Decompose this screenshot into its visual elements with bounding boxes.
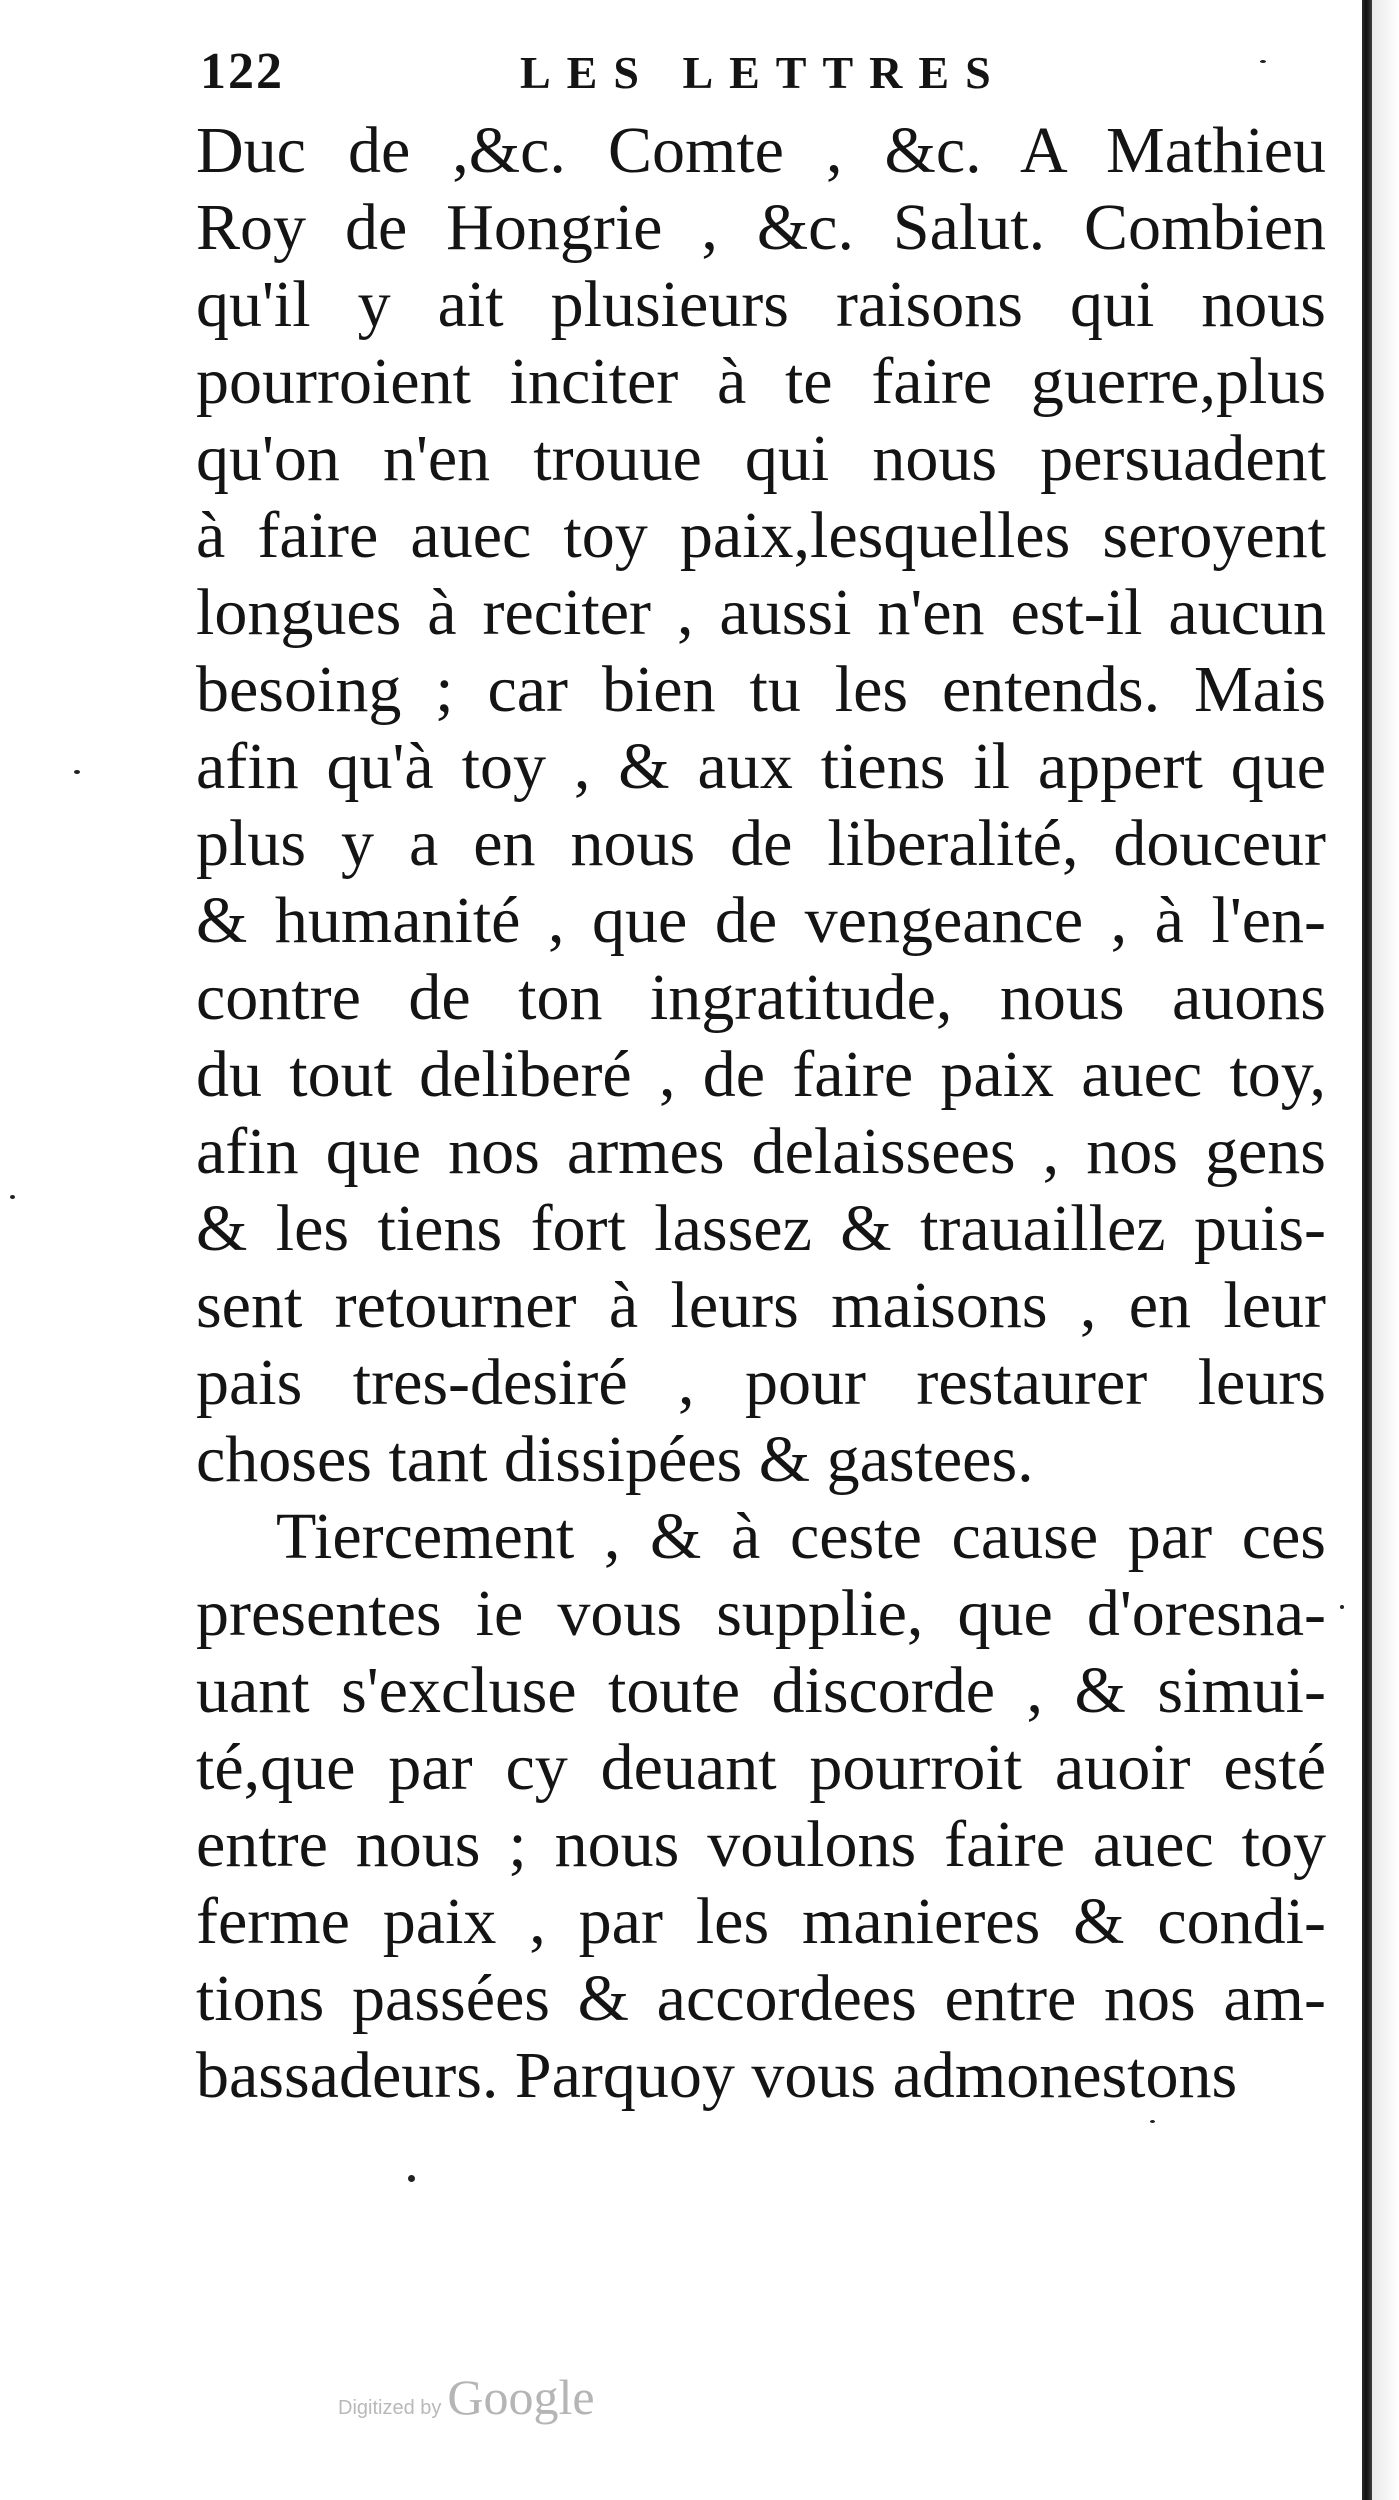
text-line: afin qu'à toy , & aux tiens il appert que bbox=[196, 730, 1326, 803]
text-line: besoing ; car bien tu les entends. Mais bbox=[196, 653, 1326, 726]
running-head bbox=[200, 42, 1200, 122]
text-line: qu'il y ait plusieurs raisons qui nous bbox=[196, 268, 1326, 341]
text-line: plus y a en nous de liberalité, douceur bbox=[196, 807, 1326, 880]
scan-speck bbox=[408, 2175, 415, 2182]
digitized-by-label: Digitized by bbox=[338, 2397, 442, 2419]
text-line: longues à reciter , aussi n'en est-il aucun bbox=[196, 576, 1326, 649]
paragraph-start-line: Tiercement , & à ceste cause par ces bbox=[276, 1500, 1326, 1573]
text-line: qu'on n'en trouue qui nous persuadent bbox=[196, 422, 1326, 495]
scan-speck bbox=[10, 1195, 15, 1199]
text-line: té,que par cy deuant pourroit auoir esté bbox=[196, 1731, 1326, 1804]
scan-speck bbox=[1340, 1605, 1344, 1609]
digitized-watermark bbox=[338, 2368, 595, 2438]
page-number: 122 bbox=[200, 43, 284, 100]
google-logo: Google bbox=[447, 2369, 595, 2425]
binding-shadow bbox=[1372, 0, 1399, 2500]
text-line: bassadeurs. Parquoy vous admonestons bbox=[196, 2039, 1238, 2112]
scan-speck bbox=[1150, 2120, 1155, 2123]
text-line: sent retourner à leurs maisons , en leur bbox=[196, 1269, 1326, 1342]
binding-edge bbox=[1362, 0, 1372, 2500]
text-line: ferme paix , par les manieres & condi- bbox=[196, 1885, 1326, 1958]
text-line: Roy de Hongrie , &c. Salut. Combien bbox=[196, 191, 1326, 264]
text-line: & les tiens fort lassez & trauaillez puis- bbox=[196, 1192, 1326, 1265]
text-line: & humanité , que de vengeance , à l'en- bbox=[196, 884, 1326, 957]
text-line: Duc de ,&c. Comte , &c. A Mathieu bbox=[196, 114, 1326, 187]
text-line: afin que nos armes delaissees , nos gens bbox=[196, 1115, 1326, 1188]
text-line: contre de ton ingratitude, nous auons bbox=[196, 961, 1326, 1034]
text-line: choses tant dissipées & gastees. bbox=[196, 1423, 1034, 1496]
text-line: presentes ie vous supplie, que d'oresna- bbox=[196, 1577, 1326, 1650]
running-title: LES LETTRES bbox=[520, 47, 1007, 98]
scan-speck bbox=[74, 770, 80, 774]
text-line: pourroient inciter à te faire guerre,plus bbox=[196, 345, 1326, 418]
text-line: du tout deliberé , de faire paix auec toy, bbox=[196, 1038, 1326, 1111]
text-line: entre nous ; nous voulons faire auec toy bbox=[196, 1808, 1326, 1881]
text-line: uant s'excluse toute discorde , & simui- bbox=[196, 1654, 1326, 1727]
body-text bbox=[196, 112, 1326, 2114]
scan-speck bbox=[1260, 60, 1266, 63]
text-line: à faire auec toy paix,lesquelles seroyent bbox=[196, 499, 1326, 572]
text-line: pais tres-desiré , pour restaurer leurs bbox=[196, 1346, 1326, 1419]
text-line: tions passées & accordees entre nos am- bbox=[196, 1962, 1326, 2035]
